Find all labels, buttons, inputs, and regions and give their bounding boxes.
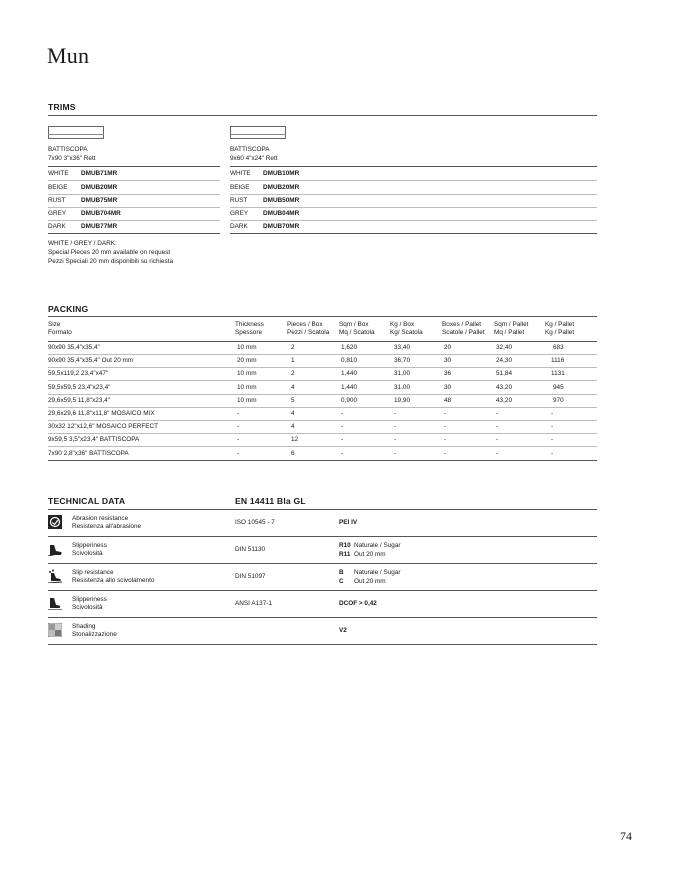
trim-row: GREY DMUB704MR (48, 207, 220, 221)
packing-cell: 945 (553, 383, 564, 391)
packing-cell: 30x32 12"x12,6" MOSAICO PERFECT (48, 423, 159, 431)
packing-cell: 36 (444, 370, 452, 378)
trim-row: BEIGE DMUB20MR (48, 181, 220, 195)
trims-note-1: WHITE / GREY / DARK: (48, 240, 117, 247)
packing-cell: 19,90 (394, 396, 410, 404)
technical-row: Slipperiness Scivolosità DIN 51130 R10 Naturale / Sugar R11 Out 20 mm (48, 537, 597, 564)
trims-note-3: Pezzi Speciali 20 mm disponibili su richiesta (48, 258, 174, 265)
trim-row: DARK DMUB70MR (230, 220, 597, 234)
packing-cell: - (237, 436, 240, 444)
packing-cell: 9x59,5 3,5"x23,4" BATTISCOPA (48, 436, 140, 444)
packing-cell: - (341, 436, 344, 444)
packing-cell: 1131 (551, 370, 565, 378)
packing-cell: 59,5x59,5 23,4"x23,4" (48, 383, 111, 391)
packing-cell: - (496, 410, 499, 417)
packing-cell: 2 (291, 344, 295, 351)
packing-cell: 6 (291, 449, 295, 457)
packing-cell: 5 (291, 396, 295, 404)
packing-cell: - (444, 449, 447, 457)
trim-row: WHITE DMUB10MR (230, 167, 597, 181)
page-number: 74 (620, 829, 632, 843)
packing-cell: 59,5x119,2 23,4"x47" (48, 370, 109, 378)
packing-cell: 20 mm (237, 357, 257, 365)
packing-cell: - (341, 410, 344, 417)
packing-cell: - (237, 410, 240, 417)
packing-cell: 30 (444, 383, 452, 391)
packing-cell: - (341, 423, 344, 431)
page-title: Mun (47, 43, 90, 68)
packing-row (48, 433, 597, 447)
packing-cell: 20 (444, 344, 452, 351)
packing-cell: 24,30 (496, 357, 512, 365)
packing-cell: 7x90 2,8"x36" BATTISCOPA (48, 449, 129, 457)
trim-row: BEIGE DMUB20MR (230, 181, 597, 195)
technical-row: Abrasion resistance Resistenza all'abrasione ISO 10545 - 7 PEI IV (48, 510, 597, 537)
technical-row: Slip resistance Resistenza allo scivolamento DIN 51097 B Naturale / Sugar C Out 20 mm (48, 564, 597, 591)
packing-row (48, 447, 597, 461)
trim-row: GREY DMUB04MR (230, 207, 597, 221)
packing-cell: - (496, 436, 499, 444)
packing-cell: 90x90 35,4"x35,4" Out 20 mm (48, 357, 134, 365)
packing-cell: 32,40 (496, 344, 512, 351)
trim-name-1: BATTISCOPA (48, 146, 88, 153)
packing-cell: - (551, 410, 554, 417)
packing-row (48, 407, 597, 421)
packing-cell: - (444, 410, 447, 417)
packing-cell: 10 mm (237, 344, 257, 351)
packing-cell: 33,40 (394, 344, 410, 351)
packing-heading: PACKING (48, 304, 89, 314)
trims-heading: TRIMS (48, 102, 76, 112)
packing-cell: 2 (291, 370, 295, 378)
packing-cell: 0,900 (341, 396, 357, 404)
packing-cell: 31,00 (394, 370, 410, 378)
packing-cell: - (551, 423, 554, 431)
packing-row (48, 394, 597, 408)
trims-rule (48, 115, 597, 116)
packing-cell: 683 (553, 344, 564, 351)
packing-cell: 970 (553, 396, 564, 404)
packing-cell: 10 mm (237, 383, 257, 391)
technical-heading: TECHNICAL DATA (48, 496, 126, 506)
trim-size-1: 7x90 3"x36" Rett (48, 155, 96, 162)
packing-cell: - (496, 423, 499, 431)
packing-cell: 1,620 (341, 344, 357, 351)
packing-row (48, 381, 597, 395)
packing-cell: 48 (444, 396, 452, 404)
packing-cell: - (341, 449, 344, 457)
packing-cell: 29,6x29,6 11,8"x11,8" MOSAICO MIX (48, 410, 155, 417)
packing-row (48, 367, 597, 381)
packing-cell: 1,440 (341, 370, 357, 378)
packing-cell: 12 (291, 436, 299, 444)
packing-cell: 4 (291, 423, 295, 431)
trim-row: RUST DMUB75MR (48, 194, 220, 208)
packing-cell: - (551, 436, 554, 444)
trims-note-2: Special Pieces 20 mm available on request (48, 249, 171, 256)
packing-cell: 10 mm (237, 396, 257, 404)
trim-row: DARK DMUB77MR (48, 220, 220, 234)
packing-cell: - (394, 410, 397, 417)
packing-cell: 43,20 (496, 396, 512, 404)
packing-row (48, 341, 597, 355)
packing-cell: 43,20 (496, 383, 512, 391)
packing-cell: - (394, 449, 397, 457)
packing-cell: - (394, 436, 397, 444)
packing-cell: 31,00 (394, 383, 410, 391)
packing-cell: - (444, 436, 447, 444)
slipperiness-dcof-icon (48, 596, 62, 610)
packing-cell: 30 (444, 357, 452, 365)
packing-cell: - (394, 423, 397, 431)
packing-row (48, 420, 597, 434)
packing-header-row: Size Formato Thickness Spessore Pieces / Box Pezzi / Scatola Sqm / Box Mq / Scatola Kg / Box Kg/ Scatola Boxes / Pallet Scatole / Pallet Sqm / Pallet Mq / Pallet Kg / Pallet Kg / Pallet (48, 321, 597, 342)
packing-cell: - (237, 449, 240, 457)
technical-row: Slipperiness Scivolosità ANSI A137-1 DCOF > 0,42 (48, 591, 597, 618)
trim-name-2: BATTISCOPA (230, 146, 270, 153)
slip-resistance-icon (48, 569, 62, 583)
packing-cell: 36,70 (394, 357, 410, 365)
trim-row: WHITE DMUB71MR (48, 167, 220, 181)
packing-cell: 10 mm (237, 370, 257, 378)
packing-cell: - (551, 449, 554, 457)
technical-row: Shading Stonalizzazione V2 (48, 618, 597, 645)
packing-cell: - (496, 449, 499, 457)
technical-standard: EN 14411 Bla GL (235, 496, 306, 506)
packing-cell: 29,6x59,5 11,8"x23,4" (48, 396, 110, 404)
abrasion-icon (48, 515, 62, 529)
packing-cell: 1 (291, 357, 295, 365)
trim-size-2: 9x60 4"x24" Rett (230, 155, 278, 162)
trim-row: RUST DMUB50MR (230, 194, 597, 208)
skirting-profile-icon (48, 126, 104, 139)
packing-cell: 1116 (551, 357, 565, 365)
packing-cell: 90x90 35,4"x35,4" (48, 344, 100, 351)
packing-cell: 1,440 (341, 383, 357, 391)
packing-cell: - (444, 423, 447, 431)
shading-icon (48, 623, 62, 637)
packing-row (48, 354, 597, 368)
packing-cell: 4 (291, 383, 295, 391)
packing-cell: 4 (291, 410, 295, 417)
packing-cell: - (237, 423, 240, 431)
skirting-profile-icon (230, 126, 286, 139)
packing-cell: 51,84 (496, 370, 512, 378)
packing-cell: 0,810 (341, 357, 357, 365)
slipperiness-icon (48, 542, 62, 556)
